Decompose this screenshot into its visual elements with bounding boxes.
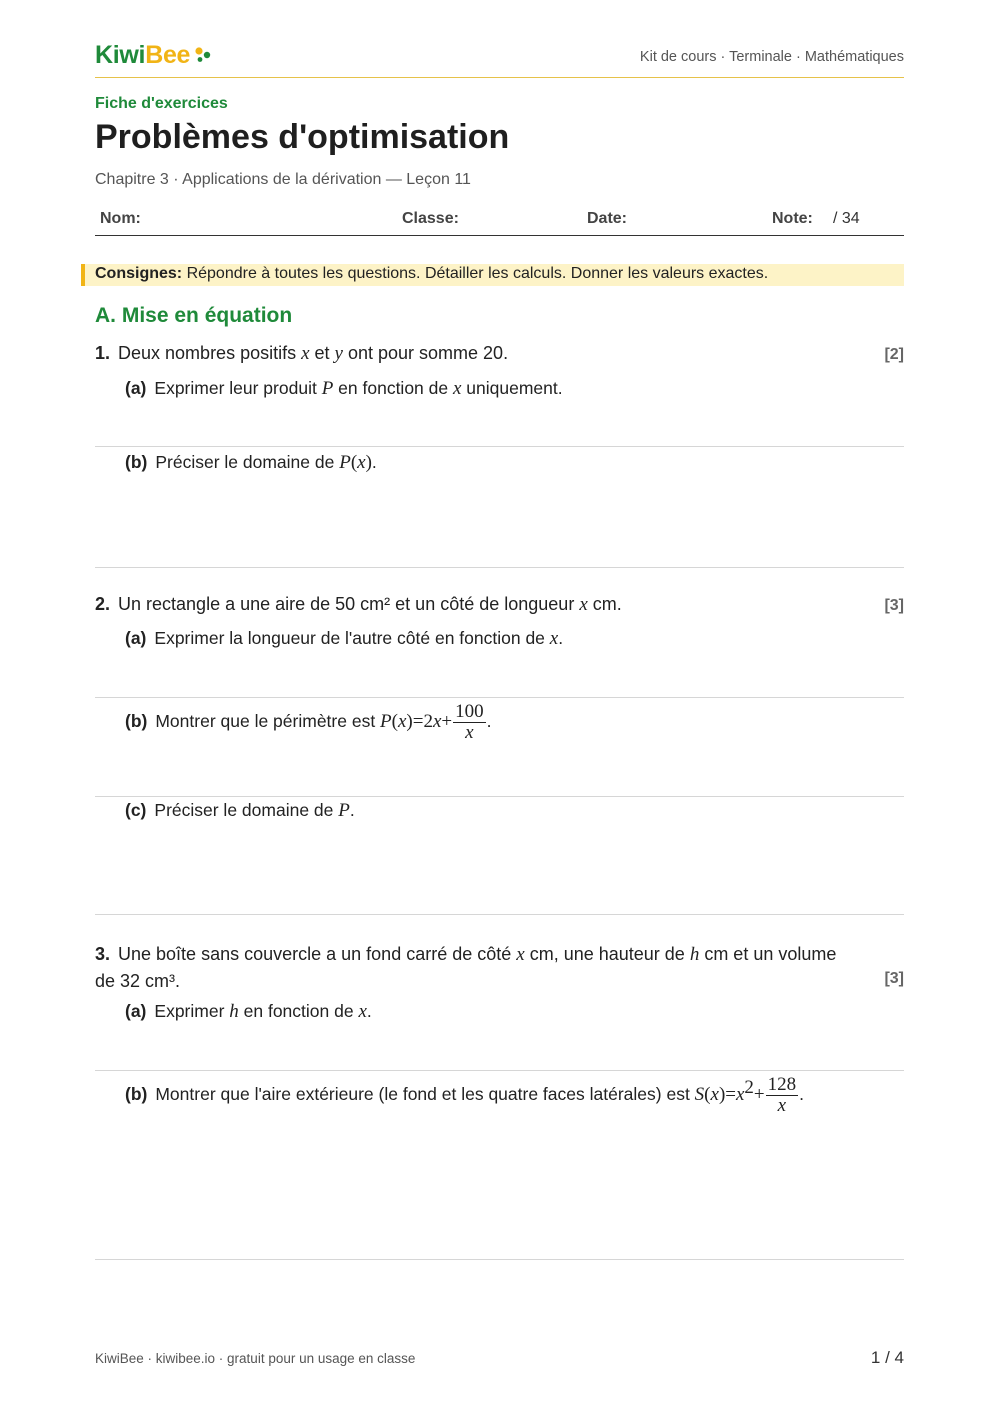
fraction-denominator: x — [465, 721, 474, 743]
subquestion-text: Exprimer — [154, 1001, 230, 1021]
subquestion-label: (b) — [125, 711, 148, 732]
subquestion-text: Préciser le domaine de — [154, 800, 339, 820]
question-3 — [95, 941, 904, 994]
question-1b — [125, 452, 377, 474]
subquestion-label: (a) — [125, 1001, 147, 1021]
instructions-text: Répondre à toutes les questions. Détailler les calculs. Donner les valeurs exactes. — [182, 265, 769, 282]
math-exponent: 2 — [744, 1077, 754, 1099]
math-var: x — [516, 944, 525, 965]
math-var: P — [339, 452, 351, 473]
class-label: Classe: — [402, 210, 459, 227]
math-var: x — [710, 1084, 719, 1106]
math-fraction — [453, 702, 486, 743]
subquestion-text: . — [366, 1001, 372, 1021]
math-operator: + — [753, 1084, 765, 1106]
kiwibee-logo — [95, 38, 212, 72]
question-1 — [95, 343, 508, 365]
section-title-a: A. Mise en équation — [95, 304, 293, 327]
question-2b — [125, 702, 492, 743]
answer-line — [95, 446, 904, 447]
subquestion-text: en fonction de — [333, 378, 453, 398]
math-var: y — [334, 343, 343, 364]
worksheet-page — [95, 0, 904, 1413]
footer-credits: KiwiBee · kiwibee.io · gratuit pour un usage en classe — [95, 1351, 416, 1366]
page-number: 1 / 4 — [870, 1348, 904, 1367]
question-2c — [125, 800, 355, 822]
student-info-row — [95, 204, 904, 236]
math-paren: ( — [704, 1084, 711, 1106]
math-var: S — [694, 1084, 705, 1106]
instructions-accent-bar — [81, 264, 85, 286]
answer-line — [95, 914, 904, 915]
grade-total: / 34 — [833, 210, 860, 227]
math-var: x — [735, 1084, 745, 1106]
math-operator: = — [725, 1084, 736, 1106]
math-var: x — [452, 378, 462, 399]
document-type: Fiche d'exercices — [95, 95, 228, 112]
instructions-label: Consignes: — [95, 265, 183, 282]
subquestion-text: . — [371, 452, 377, 472]
subquestion-text: en fonction de — [238, 1001, 359, 1021]
subquestion-text: Montrer que le périmètre est — [155, 711, 381, 732]
question-number: 3. — [95, 944, 111, 964]
fraction-denominator: x — [777, 1094, 787, 1116]
answer-line — [95, 567, 904, 568]
question-number: 1. — [95, 343, 111, 363]
fraction-numerator: 100 — [455, 701, 484, 722]
math-var: x — [549, 628, 559, 649]
question-text: Deux nombres positifs — [118, 343, 302, 363]
question-3a — [125, 1001, 372, 1023]
subquestion-text: Exprimer leur produit — [154, 378, 322, 398]
math-operator: =2 — [412, 711, 433, 733]
subquestion-label: (b) — [125, 452, 148, 472]
answer-line — [95, 796, 904, 797]
subquestion-text: . — [799, 1084, 805, 1105]
question-text: de 32 cm³. — [95, 971, 181, 991]
question-text: cm et un volume — [699, 944, 837, 964]
math-paren: ( — [350, 452, 358, 473]
subquestion-text: Exprimer la longueur de l'autre côté en fonction de — [154, 628, 550, 648]
answer-line — [95, 1259, 904, 1260]
math-var: P — [380, 711, 392, 733]
math-var: x — [397, 711, 407, 733]
question-text: Une boîte sans couvercle a un fond carré de côté — [118, 944, 517, 964]
math-var: x — [301, 343, 310, 364]
subquestion-text: uniquement. — [461, 378, 563, 398]
math-var: P — [338, 800, 350, 821]
question-2 — [95, 594, 622, 616]
math-operator: + — [441, 711, 453, 733]
math-paren: ) — [365, 452, 372, 473]
question-1a — [125, 378, 563, 400]
header-divider — [95, 77, 904, 78]
date-label: Date: — [587, 210, 628, 227]
grade-label: Note: — [772, 210, 813, 227]
logo-kiwi-text: Kiwi — [95, 40, 146, 69]
answer-line — [95, 697, 904, 698]
subquestion-label: (a) — [125, 378, 147, 398]
page-title: Problèmes d'optimisation — [95, 118, 510, 156]
math-paren: ( — [391, 711, 398, 733]
chapter-subtitle: Chapitre 3 · Applications de la dérivation — Leçon 11 — [95, 171, 471, 188]
question-text: cm, une hauteur de — [524, 944, 690, 964]
subquestion-text: . — [486, 711, 492, 732]
subquestion-label: (c) — [125, 800, 147, 820]
instructions-box — [81, 264, 904, 286]
math-var: x — [432, 711, 442, 733]
question-text: et — [309, 343, 335, 363]
question-text: Un rectangle a une aire de 50 cm² et un côté de longueur — [118, 594, 580, 614]
question-1-points: [2] — [884, 346, 904, 363]
name-label: Nom: — [100, 210, 141, 227]
fraction-numerator: 128 — [767, 1074, 797, 1095]
math-fraction — [766, 1075, 799, 1116]
math-var: P — [321, 378, 334, 399]
subquestion-text: Préciser le domaine de — [155, 452, 340, 472]
question-number: 2. — [95, 594, 111, 614]
answer-line — [95, 1070, 904, 1071]
math-var: h — [229, 1001, 239, 1022]
math-var: h — [689, 944, 700, 965]
math-var: x — [357, 452, 366, 473]
question-2-points: [3] — [884, 597, 904, 614]
math-var: x — [358, 1001, 367, 1022]
course-kit-label: Kit de cours · Terminale · Mathématiques — [639, 49, 904, 65]
subquestion-text: . — [349, 800, 355, 820]
subquestion-label: (a) — [125, 628, 147, 648]
subquestion-text: Montrer que l'aire extérieure (le fond et les quatre faces latérales) est — [155, 1084, 695, 1105]
bee-dots-icon — [194, 46, 212, 64]
math-paren: ) — [718, 1084, 726, 1106]
question-text: ont pour somme 20. — [342, 343, 509, 363]
question-text: cm. — [587, 594, 622, 614]
math-var: x — [579, 594, 588, 615]
math-paren: ) — [406, 711, 413, 733]
question-2a — [125, 628, 563, 650]
question-3-points: [3] — [884, 970, 904, 987]
subquestion-text: . — [558, 628, 564, 648]
question-3b — [125, 1075, 804, 1116]
logo-bee-text: Bee — [145, 40, 191, 69]
subquestion-label: (b) — [125, 1084, 148, 1105]
